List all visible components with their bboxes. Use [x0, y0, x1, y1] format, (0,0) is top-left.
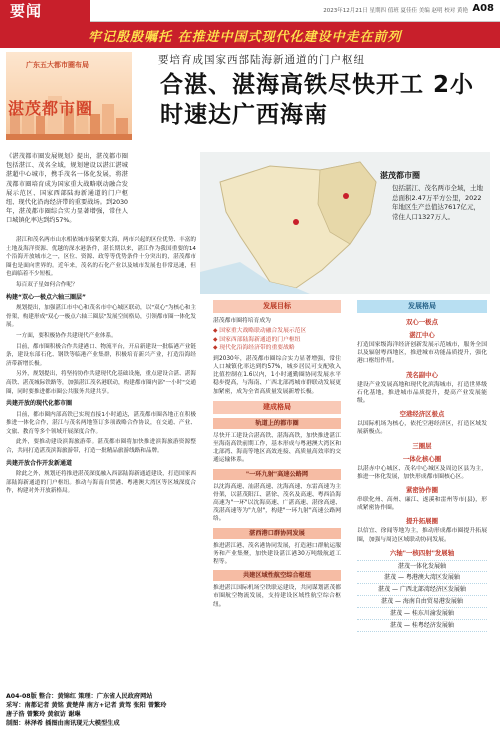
- illustration-title: 湛茂都市圈: [8, 99, 94, 118]
- airport-text: 以国际机场为核心，依托空港经济区，打造区域发展新极点。: [357, 421, 487, 436]
- core-text: 以湛赤中心城区、茂名中心城区及周边区县为主，推进一体化发展，加快形成都市圈核心区。: [357, 465, 487, 480]
- air-subheading: 共建区域性航空综合枢纽: [213, 570, 341, 581]
- axis-item: 湛茂 — 广西北部湾经济区发展轴: [357, 584, 487, 596]
- map-graphic: [200, 152, 490, 294]
- page-header: [0, 0, 500, 22]
- port-text: 推进湛江港、茂名港协同发展，打造港口群航运服务和产业集聚，加快建设湛江港30万吨级航道工程等。: [213, 542, 341, 565]
- expand-subheading: 提升拓展圈: [406, 517, 438, 526]
- goals-heading: 发展目标: [213, 300, 341, 313]
- maoming-text: 建设产业发展高地和现代化滨海城市，打造世界级石化基地，推进城市品质提升，提高产业发展能级。: [357, 381, 487, 405]
- article-paragraph: 规划提出，加强湛江市中心和茂名市中心城区联动，以"双心"为核心和主骨架，构建形成"双心一极点六轴三圈层"发展空间格局，引领都市圈一体化发展。: [6, 305, 196, 329]
- axis-item: 湛茂 — 桂东川渝发展轴: [357, 608, 487, 620]
- region-map: [200, 152, 490, 294]
- build-heading: 建成格局: [213, 401, 341, 414]
- article-paragraph: 一方面，要积极协作共建现代产业体系。: [16, 332, 117, 339]
- axis-item: 湛茂 — 粤港澳大湾区发展轴: [357, 572, 487, 584]
- coop-subheading: 紧密协作圈: [406, 486, 438, 495]
- headline-kicker: 要培育成国家西部陆海新通道的门户枢纽: [158, 54, 365, 66]
- development-goals-column: [213, 300, 341, 609]
- slogan-banner: [0, 22, 500, 48]
- circles-subheading: 三圈层: [412, 441, 432, 450]
- credit-line: 制图：林泽希 插图由南讯现元大模型生成: [6, 720, 120, 727]
- goals-2030-text: 到2030年，湛茂都市圈综合实力显著增强，常住人口城镇化率达到约57%，城乡居民可支配收入比值控制在1.6以内，1小时通勤圈协同发展水平稳步提高，与海南、广西北部湾城市群联动发展更加紧密，成为全省高质量发展新增长极。: [213, 355, 341, 395]
- map-caption-text: 包括湛江、茂名两市全域，土地总面积2.47万平方公里，2022年地区生产总值达7617亿元，常住人口1327万人。: [392, 184, 483, 221]
- axis-item: 湛茂 — 海南自由贸易港发展轴: [357, 596, 487, 608]
- rail-text: 尽快开工建设合湛高铁、湛海高铁，加快推进湛江至海南高铁前期工作，基本形成与粤港澳大湾区和北部湾、海南等地区高效连接、高质量高效率的交通运输体系。: [213, 432, 341, 464]
- article-paragraph: 湛江和茂名两市山水相依城市接紧要大海，两市兴起的区位优势、丰富的土地及海洋资源、优越的深水港条件，湛长期以来，湛江作为我国重要的14个沿海开放城市之一，区位、资源、政等等优势条件十分突出的，湛茂都市圈也是面向世界的。近年来，茂名的石化产业以及城市发展也非常迅速，但也面临着不少短板。: [6, 237, 196, 278]
- axes-subheading: 六轴"一核四射"发展轴: [389, 548, 455, 557]
- core-subheading: 一体化核心圈: [402, 454, 442, 463]
- credit-line: 唐子浩 曾繁玲 黄叙访 谢琳: [6, 711, 81, 718]
- section-tag: 要闻: [0, 0, 90, 22]
- article-paragraph: 毎百双子星如何合作呢？: [16, 281, 78, 288]
- layout-heading: 发展格局: [357, 300, 487, 313]
- air-text: 推进湛江国际机场空铁联运建设，共同谋划湛茂都市圈航空物流发展，支持建设区域性航空综合枢纽。: [213, 585, 341, 608]
- layout-subheading: 双心一极点: [406, 318, 438, 326]
- article-paragraph: 另外，规划提出，将坚持协作共建现代化基础设施，重点建设合湛、湛海高铁、湛茂城际铁路等，加强湛江茂名港联动，构建都市圈内部"一小时"交通圈，同时要推进都市圈公共服务共建共享。: [6, 371, 196, 395]
- maoming-subheading: 茂名副中心: [406, 370, 438, 379]
- goals-list: [213, 327, 341, 353]
- airport-subheading: 空港经济区极点: [399, 410, 445, 419]
- highway-subheading: "一环九射"高速公路网: [213, 469, 341, 480]
- illustration-chip: 广东五大都市圈布局: [26, 61, 89, 69]
- goals-intro: 湛茂都市圈将培育成为: [213, 318, 271, 324]
- lead-paragraph: 《湛茂都市圈发展规划》提出，湛茂都市圈包括湛江、茂名全域，规划建设以湛江湛城湛超中心城市，携手茂名一体化发展，将湛茂都市圈培育成为国家重大战略联动融合发展示范区、国家西部陆海新通道的门户枢纽、现代化沿海经济带的重要战场。到2030年，湛茂都市圈综合实力显著增强，常住人口城镇化率达到约57%。: [6, 153, 128, 225]
- article-subheading: 共建开放合作开发新通道: [6, 459, 73, 467]
- credit-line: 采写：南都记者 黄铭 黄楚萍 南方+记者 黄驾 张阳 曾繁玲: [6, 702, 167, 709]
- goal-item: ◆ 现代化沿海经济带的重要战略: [213, 345, 295, 352]
- article-subheading: 构建“双心一极点六轴三圈层”: [6, 293, 86, 301]
- article-paragraph: 目前，都市圈积极合作共建港口、物流平台，开启新建设一批临港产业链条，建设东部石化、钢铁等临港产业集群，积极培育新兴产业，打造沿海经济带新增长极。: [6, 343, 196, 367]
- development-layout-column: [357, 300, 487, 632]
- article-subheading: 共建开放的现代化都市圈: [6, 400, 73, 408]
- headline-main: 合湛、湛海高铁尽快开工 2小时速达广西海南: [160, 72, 475, 128]
- article-paragraph: 除此之外，规划还将推进湛茂深度融入西部陆海新通道建设，打造国家西部陆海新通道的门户枢纽。推动与海南自贸港、粤港澳大湾区等区域深度合作，构建对外开放新格局。: [6, 471, 196, 495]
- goal-item: ◆ 国家西部陆海新通道的门户枢纽: [213, 336, 301, 343]
- expand-text: 以信宜、徐闻等地为主，推动形成都市圈提升拓展圈，加强与周边区域联动协同发展。: [357, 528, 487, 543]
- map-caption-title: 湛茂都市圈: [380, 171, 420, 180]
- coop-text: 串联化州、高州、廉江、遂溪和雷州等市(县)，形成紧密协作圈。: [357, 497, 487, 512]
- zhanjiang-subheading: 湛江中心: [409, 331, 435, 339]
- axes-list: [357, 560, 487, 632]
- left-article-column: [6, 236, 196, 498]
- port-subheading: 湛西港口群协同发展: [213, 528, 341, 539]
- credits-block: [6, 692, 196, 728]
- axis-item: 湛茂一体化发展轴: [357, 560, 487, 572]
- article-paragraph: 此外，要推动建设滨海旅游带。湛茂都市圈将加快推进滨海旅游资源整合，共同打造湛茂滨海旅游带，打造一批精品旅游线路和品牌。: [6, 439, 196, 455]
- article-paragraph: 目前，都市圈内部高铁已实现直接1小时通达，湛茂都市圈各地正在积极推进一体化合作，湛江与茂名两地签订多项战略合作协议，在交通、产业、文旅、教育等多个领域开展深度合作。: [6, 411, 196, 435]
- credit-line: A04-08版 整合：黄锦红 策理：广东省人民政府网站: [6, 693, 153, 700]
- axis-item: 湛茂 — 桂粤经济发展轴: [357, 620, 487, 632]
- rail-subheading: 轨道上的都市圈: [213, 418, 341, 429]
- highway-text: 以沈海高速、汕湛高速、沈海高速、东雷高速为主骨架，以湛茂阳江、湛徐、茂名及高速、粤西沿海高速为"一环"以沈海高速、广湛高速、湛徐高速、茂湛高速等为"九射"，构建"一环九射"高速公路网络。: [213, 483, 341, 523]
- issue-meta: 2023年12月21日 星期四 值班 夏佳佳 美编 赵明 校对 黄艳: [323, 8, 468, 14]
- goal-item: ◆ 国家重大战略联动融合发展示范区: [213, 328, 307, 335]
- page-number: A08: [472, 3, 494, 14]
- banner-text: 牢记殷殷嘱托 在推进中国式现代化建设中走在前列: [88, 30, 402, 45]
- zhanjiang-text: 打造国家级海洋经济创新发展示范城市，服务全国以及辐射粤西地区，推进城市功能品质提升，强化港口枢纽作用。: [357, 342, 487, 365]
